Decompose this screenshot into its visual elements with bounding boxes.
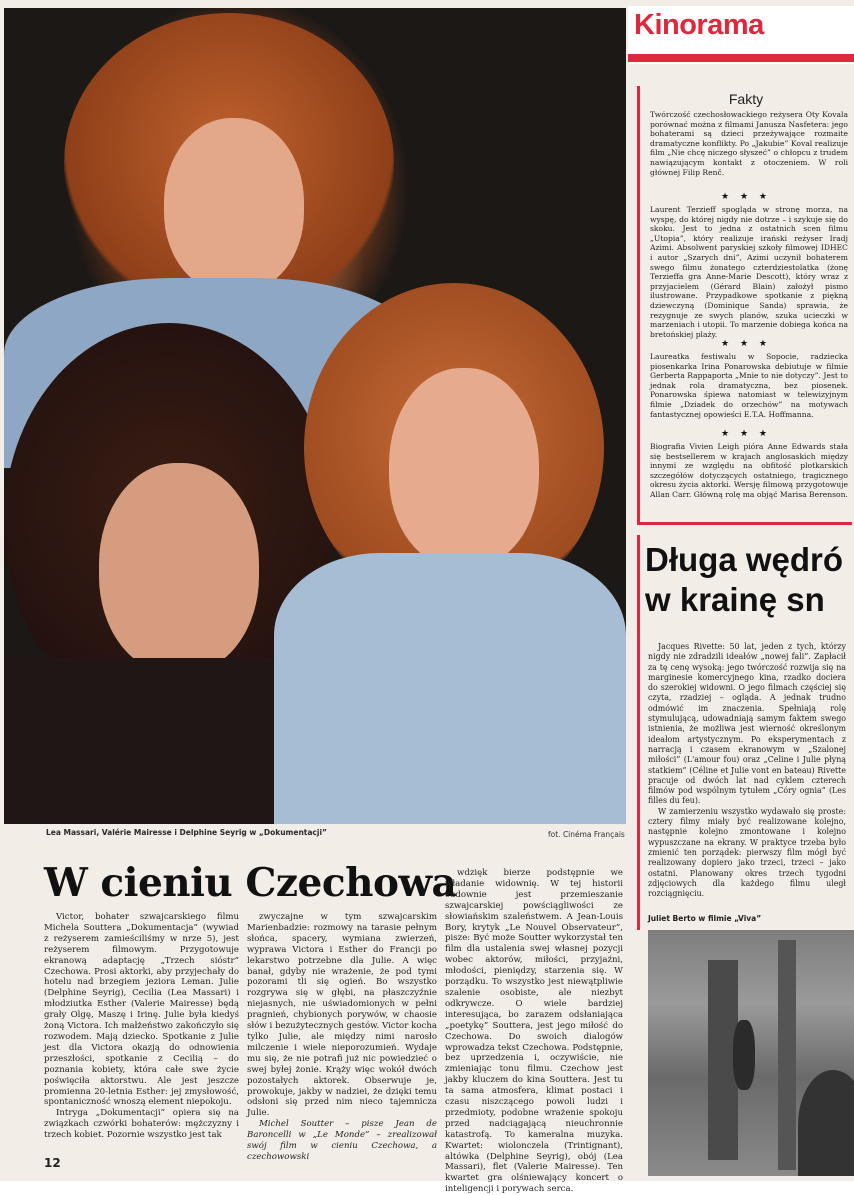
viva-photo-caption: Juliet Berto w filmie „Viva” [648,914,762,923]
star-separator: ★ ★ ★ [721,192,771,202]
paragraph: Victor, bohater szwajcarskiego filmu Michela Souttera „Dokumentacja” (wywiad z reżyserem zamieściliśmy w nrze 5), jest reżyserem filmowym. Przygotowuje ekranową adaptację „Trzech sióstr” Czechowa. Prosi aktorki, aby przyjechały do hotelu nad brzegiem jeziora Leman. Julie (Delphine Seyrig), Cecilia (Lea Massari) i młodziutka Esther (Valerie Mairesse) będą grały Olgę, Maszę i Irinę. Julie była kiedyś żoną Victora. Ich małżeństwo zakończyło się rozwodem. Mają dziecko. Spotkanie z Julie jest dla Victora okazją do odnowienia przeszłości, spotkanie z Cecilią – do poznania kobiety, która całe swe życie poświęciła aktorstwu. Ale jest jeszcze promienna 20-letnia Esther: jej zmysłowość, spontaniczność wnoszą element niepokoju. [44,912,239,1108]
article-column-3 [445,868,623,1195]
main-photo [4,8,626,824]
photo-credit: fot. Cinéma Français [548,830,625,839]
fact-item: Biografia Vivien Leigh pióra Anne Edwards stała się bestsellerem w krajach anglosaskich między innymi ze względu na obfitość plotkarskich szczegółów dotyczących ostatniego, tragicznego okresu życia aktorki. Wersję filmową przygotowuje Allan Carr. Główną rolę ma objąć Marisa Berenson. [650,442,848,499]
viva-photo [648,930,854,1176]
title-line: Długa wędró [645,541,844,578]
star-separator: ★ ★ ★ [721,429,771,439]
sidebar-article-title [645,540,854,620]
paragraph: Jacques Rivette: 50 lat, jeden z tych, którzy nigdy nie zdradzili ideałów „nowej fali”. Zapłacił za tę cenę wysoką: jego twórczość rozwija się na marginesie komercyjnego kina, rzadko dociera do szerokiej widowni. O jego filmach częściej się czyta, rzadziej – ogląda. A jednak trudno odmówić im znaczenia. Spełniają rolę stymulującą, udowadniają samym faktem swego istnienia, że możliwa jest wierność określonym ideałom artystycznym. Po eksperymentach z narracją i czasem ekranowym w „Szalonej miłości” (L'amour fou) oraz „Celine i Julie płyną statkiem” (Céline et Julie vont en bateau) Rivette pracuje od dwóch lat nad cyklem czterech filmów pod wspólnym tytułem „Córy ognia” (Les filles du feu). [648,642,846,806]
article-column-2 [247,912,437,1163]
title-line: w krainę sn [645,581,825,618]
sidebar-header [628,6,854,64]
sidebar-article-text [648,642,846,899]
accent-bar-vertical [637,535,640,930]
photo-caption: Lea Massari, Valérie Mairesse i Delphine Seyrig w „Dokumentacji” [46,828,327,837]
fact-item: Laureatka festiwalu w Sopocie, radziecka piosenkarka Irina Ponarowska debiutuje w filmie Gerberta Rappaporta „Mnie to nie dotyczy”. Jest to jednak rola dramatyczna, bez piosenek. Ponarowska śpiewa natomiast w telewizyjnym filmie „Dziadek do orzechów” na motywach fantastycznej opowieści E.T.A. Hoffmanna. [650,352,848,419]
paragraph: Intryga „Dokumentacji” opiera się na związkach czwórki bohaterów: mężczyzny i trzech kobiet. Pozornie wszystko jest tak [44,1108,239,1141]
fact-item: Laurent Terzieff spogląda w stronę morza, na wyspę, do której nigdy nie dotrze – i szykuje się do skoku. Jest to jedna z ostatnich scen filmu „Utopia”, który realizuje irański reżyser Iradj Azimi. Absolwent paryskiej szkoły filmowej IDHEC i autor „Szarych dni”, Azimi uczynił bohaterem swego filmu żonatego czterdziestolatka (żonę Terzieffa gra Anne-Marie Descott), który wraz z przyjacielem (Gérard Blain) założył pismo ilustrowane. Przypadkowe spotkanie z piękną dziewczyną (Dominique Sanda) sprawia, że rezygnuje ze swych planów, szuka ucieczki w marzeniach i utopii. To marzenie dobiega końca na bretońskiej plaży. [650,205,848,339]
article-column-1 [44,912,239,1141]
paragraph: Michel Soutter – pisze Jean de Baroncelli w „Le Monde” – zrealizował swój film w cieniu Czechowa, a czechowowski [247,1119,437,1162]
section-title: Kinorama [634,9,764,41]
fact-item: Twórczość czechosłowackiego reżysera Oty Kovala porównać można z filmami Janusza Nasfetera: jego bohaterami są dzieci przeżywające rozmaite dramatyczne konflikty. Po „Jakubie” Koval realizuje film „Nie chcę niczego słyszeć” o chłopcu z trudem nawiązującym kontakt z otoczeniem. W roli głównej Filip Renč. [650,110,848,177]
article-headline: W cieniu Czechowa [44,860,457,906]
paragraph: W zamierzeniu wszystko wydawało się proste: cztery filmy miały być realizowane kolejno, następnie kolejno zmontowane i kolejno wypuszczane na ekrany. W praktyce trzeba było zmienić ten porządek: pierwszy film mógł być realizowany dopiero jako trzeci, trzeci – jako ostatni. Planowany okres trzech tygodni zdjęciowych dla każdego filmu uległ rozciągnięciu. [648,806,846,899]
star-separator: ★ ★ ★ [721,339,771,349]
facts-title: Fakty [728,91,764,107]
accent-bar [628,54,854,62]
paragraph: wdzięk bierze podstępnie we władanie widownię. W tej historii cudownie jest przemieszanie szwajcarskiej powściągliwości ze słowiańskim szaleństwem. A Jean-Louis Bory, krytyk „Le Nouvel Observateur”, pisze: Być może Soutter wykorzystał ten film dla ustalenia swej własnej pozycji wobec aktorów, miłości, przyjaźni, młodości, pieniędzy, starzenia się. W porządku. To wszystko jest niewątpliwie szalenie osobiste, ale niezbyt odkrywcze. O wiele bardziej interesująca, bo zarazem odsłaniająca „poetykę” Souttera, jest jego miłość do Czechowa. Do swoich dialogów wprowadza tekst Czechowa. Podstępnie, bez uprzedzenia i, oczywiście, nie zmieniając tonu filmu. Czechow jest jakby kluczem do kina Souttera. Jest tu ta sama atmosfera, klimat postaci i czasu niszczącego powoli ludzi i przedmioty, podobne wrażenie spokoju przed nadciągającą nieuchronnie katastrofą. To kameralna muzyka. Kwartet: wiolonczela (Trintignant), altówka (Delphine Seyrig), obój (Lea Massari), flet (Valerie Mairesse). Ten kwartet gra olśniewający koncert o inteligencji i porywach serca. [445,868,623,1195]
paragraph: zwyczajne w tym szwajcarskim Marienbadzie: rozmowy na tarasie pełnym słońca, spacery, wymiana zwierzeń, wyprawa Victora i Esther do Francji po lekarstwo potrzebne dla Julie. A więc banał, gdyby nie wrażenie, że pod tymi pozorami tli się ogień. Bo wszystko rozgrywa się w głębi, na płaszczyźnie niejasnych, nie uświadomionych w pełni pragnień, chybionych porywów, w chaosie słów i bezużytecznych gestów. Victor kocha tylko Julie, ale między nimi narosło milczenie i wiele nieporozumień. Wydaje mu się, że nie potrafi już nic powiedzieć o swej byłej żonie. Krąży więc wokół dwóch pozostałych aktorek. Obserwuje je, prowokuje, jakby w nadziei, że dzięki temu odsłoni się przed nim nieco tajemnicza Julie. [247,912,437,1119]
facts-box [637,86,852,525]
page-number: 12 [44,1156,61,1170]
